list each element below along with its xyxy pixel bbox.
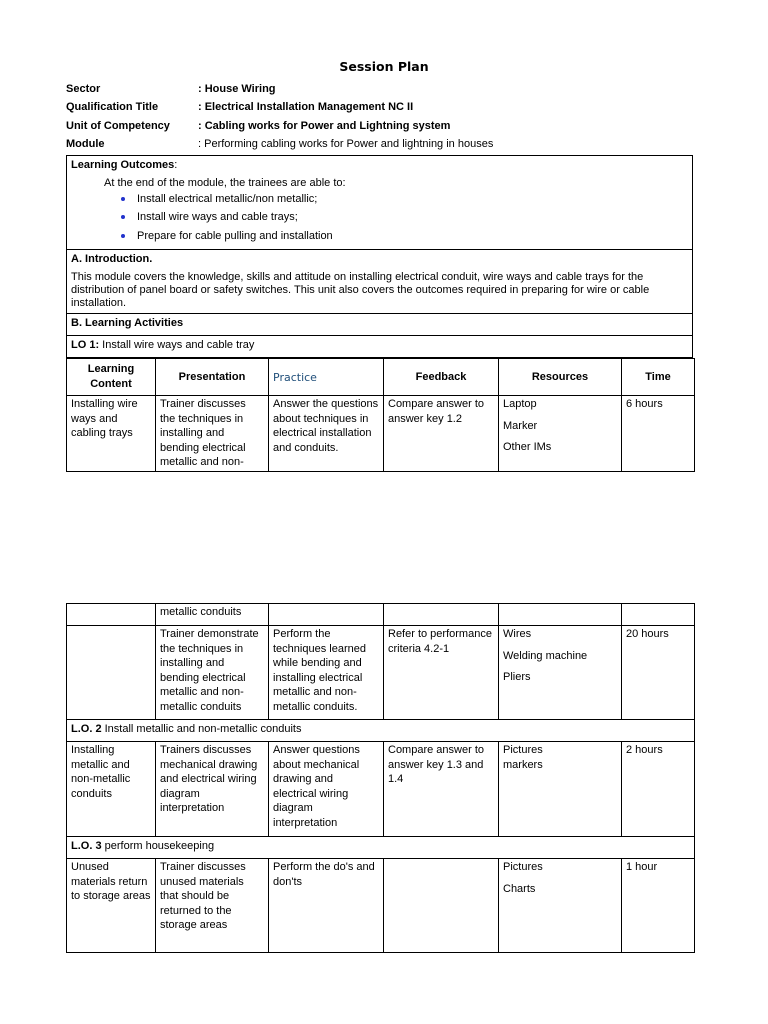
meta-label: Module bbox=[66, 137, 105, 150]
cell-feedback: Refer to performance criteria 4.2-1 bbox=[384, 626, 499, 720]
resource-item: Pictures bbox=[503, 861, 543, 873]
lo1-prefix: LO 1: bbox=[71, 339, 100, 351]
resource-item: markers bbox=[503, 758, 543, 771]
resource-item: Laptop bbox=[503, 398, 537, 410]
cell-content bbox=[67, 604, 156, 626]
introduction-heading: A. Introduction. bbox=[71, 253, 153, 265]
header-practice: Practice bbox=[269, 359, 384, 396]
cell-practice: Perform the do's and don'ts bbox=[269, 859, 384, 953]
header-resources: Resources bbox=[499, 359, 622, 396]
meta-value: : Cabling works for Power and Lightning system bbox=[198, 119, 451, 132]
cell-practice: Answer the questions about techniques in electrical installation and conduits. bbox=[269, 396, 384, 472]
cell-practice: Answer questions about mechanical drawing and electrical wiring diagram interpretation bbox=[269, 742, 384, 837]
lo1-section bbox=[67, 336, 692, 357]
meta-row-qualification bbox=[66, 101, 706, 119]
resource-item: Marker bbox=[503, 419, 538, 432]
learning-outcomes-list bbox=[71, 193, 688, 248]
table-row bbox=[67, 859, 695, 953]
introduction-text: This module covers the knowledge, skills and attitude on installing electrical conduit, wire ways and cable trays for the distribution of panel board or safety switches. This unit also covers the outcomes required in preparing for wire or cable installation. bbox=[71, 271, 650, 309]
cell-resources bbox=[499, 604, 622, 626]
meta-row-unit bbox=[66, 120, 706, 138]
introduction-section bbox=[67, 250, 692, 314]
header-time: Time bbox=[622, 359, 695, 396]
session-meta bbox=[66, 83, 706, 156]
learning-outcomes-intro: At the end of the module, the trainees are able to: bbox=[104, 177, 346, 189]
cell-time: 2 hours bbox=[622, 742, 695, 837]
cell-resources bbox=[499, 742, 622, 837]
lo3-cell bbox=[67, 837, 695, 859]
lo2-row bbox=[67, 720, 695, 742]
meta-label: Qualification Title bbox=[66, 101, 159, 114]
lo2-prefix: L.O. 2 bbox=[71, 723, 102, 735]
cell-content: Installing wire ways and cabling trays bbox=[67, 396, 156, 472]
cell-feedback bbox=[384, 859, 499, 953]
lo2-text: Install metallic and non-metallic conduits bbox=[101, 723, 302, 735]
header-learning-content: Learning Content bbox=[67, 359, 156, 396]
meta-row-sector bbox=[66, 83, 706, 101]
activities-table bbox=[66, 358, 695, 472]
cell-time: 1 hour bbox=[622, 859, 695, 953]
cell-presentation: Trainer demonstrate the techniques in installing and bending electrical metallic and non-metallic conduits bbox=[156, 626, 269, 720]
meta-label: Unit of Competency bbox=[66, 119, 170, 132]
table-row-continuation bbox=[67, 604, 695, 626]
resource-item: Charts bbox=[503, 882, 536, 895]
cell-practice bbox=[269, 604, 384, 626]
learning-outcomes-section bbox=[67, 156, 692, 250]
activities-table-continued bbox=[66, 603, 695, 953]
lo2-cell bbox=[67, 720, 695, 742]
resource-item: Pliers bbox=[503, 671, 531, 683]
session-plan-box bbox=[66, 155, 693, 358]
cell-content: Installing metallic and non-metallic conduits bbox=[67, 742, 156, 837]
meta-value: : Performing cabling works for Power and lightning in houses bbox=[198, 137, 494, 150]
cell-resources bbox=[499, 626, 622, 720]
cell-resources bbox=[499, 859, 622, 953]
cell-presentation: Trainers discusses mechanical drawing and electrical wiring diagram interpretation bbox=[156, 742, 269, 837]
activities-heading: B. Learning Activities bbox=[71, 317, 184, 329]
lo3-row bbox=[67, 837, 695, 859]
list-item: Prepare for cable pulling and installation bbox=[137, 230, 688, 248]
cell-time bbox=[622, 604, 695, 626]
learning-outcomes-colon: : bbox=[174, 159, 178, 171]
learning-outcomes-label: Learning Outcomes bbox=[71, 159, 175, 171]
cell-content bbox=[67, 626, 156, 720]
cell-feedback: Compare answer to answer key 1.3 and 1.4 bbox=[384, 742, 499, 837]
cell-feedback: Compare answer to answer key 1.2 bbox=[384, 396, 499, 472]
cell-time: 6 hours bbox=[622, 396, 695, 472]
lo3-prefix: L.O. 3 bbox=[71, 840, 102, 852]
table-row bbox=[67, 626, 695, 720]
lo3-text: perform housekeeping bbox=[101, 840, 215, 852]
cell-time: 20 hours bbox=[622, 626, 695, 720]
table-row bbox=[67, 396, 695, 472]
resource-item: Wires bbox=[503, 628, 532, 640]
table-row bbox=[67, 742, 695, 837]
cell-resources bbox=[499, 396, 622, 472]
learning-outcomes-heading bbox=[71, 159, 688, 172]
cell-feedback bbox=[384, 604, 499, 626]
list-item: Install electrical metallic/non metallic; bbox=[137, 193, 688, 211]
table-header-row bbox=[67, 359, 695, 396]
cell-practice: Perform the techniques learned while bending and installing electrical metallic and non-metallic conduits. bbox=[269, 626, 384, 720]
meta-label: Sector bbox=[66, 83, 101, 95]
resource-item: Pictures bbox=[503, 744, 543, 756]
header-feedback: Feedback bbox=[384, 359, 499, 396]
resource-item: Other IMs bbox=[503, 441, 552, 453]
meta-value: : House Wiring bbox=[198, 83, 276, 95]
meta-row-module bbox=[66, 138, 706, 156]
list-item: Install wire ways and cable trays; bbox=[137, 211, 688, 229]
meta-value: : Electrical Installation Management NC II bbox=[198, 101, 414, 114]
cell-presentation: Trainer discusses unused materials that should be returned to the storage areas bbox=[156, 859, 269, 953]
header-presentation: Presentation bbox=[156, 359, 269, 396]
cell-presentation: Trainer discusses the techniques in installing and bending electrical metallic and non- bbox=[156, 396, 269, 472]
lo1-text: Install wire ways and cable tray bbox=[99, 339, 255, 351]
activities-heading-section bbox=[67, 314, 692, 336]
page-title: Session Plan bbox=[339, 59, 429, 74]
resource-item: Welding machine bbox=[503, 649, 588, 662]
cell-content: Unused materials return to storage areas bbox=[67, 859, 156, 953]
cell-presentation: metallic conduits bbox=[156, 604, 269, 626]
